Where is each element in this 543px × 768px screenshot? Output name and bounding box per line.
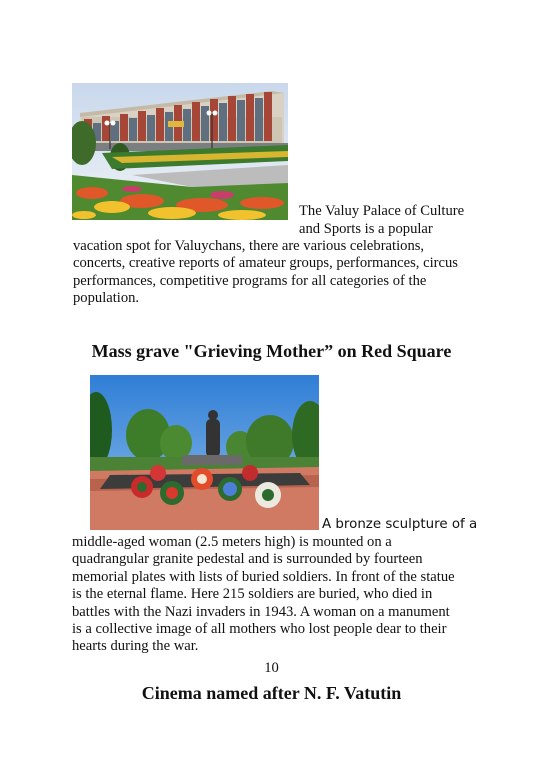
palace-paragraph [73, 238, 483, 308]
paragraph-line: vacation spot for Valuychans, there are various celebrations, [73, 238, 425, 254]
page-number: 10 [264, 660, 279, 676]
memorial-photo-drawing [90, 375, 319, 530]
paragraph-line: hearts during the war. [72, 638, 199, 655]
paragraph-line: middle-aged woman (2.5 meters high) is mounted on a [72, 534, 392, 550]
paragraph-line: memorial plates with lists of buried soldiers. In front of the statue [72, 568, 455, 585]
palace-caption-line-2: and Sports is a popular [299, 221, 433, 237]
paragraph-line: concerts, creative reports of amateur groups, performances, circus [73, 255, 458, 272]
palace-photo-drawing [72, 83, 288, 220]
sculpture-paragraph [72, 534, 492, 656]
palace-caption-line-1: The Valuy Palace of Culture [299, 203, 465, 219]
grieving-mother-photo [90, 375, 319, 530]
paragraph-line: population. [73, 290, 140, 307]
paragraph-line: is the eternal flame. Here 215 soldiers are buried, who died in [72, 586, 433, 603]
paragraph-line: battles with the Nazi invaders in 1943. A woman on a manument [72, 603, 450, 620]
sculpture-caption-start: A bronze sculpture of a [322, 517, 478, 532]
palace-of-culture-photo [72, 83, 288, 220]
paragraph-line: quadrangular granite pedestal and is surrounded by fourteen [72, 551, 423, 568]
cinema-heading: Cinema named after N. F. Vatutin [141, 683, 402, 703]
paragraph-line: performances, competitive programs for all categories of the [73, 272, 427, 289]
paragraph-line: is a collective image of all mothers who lost people dear to their [72, 621, 447, 638]
mass-grave-heading: Mass grave "Grieving Mother” on Red Square [91, 341, 452, 361]
